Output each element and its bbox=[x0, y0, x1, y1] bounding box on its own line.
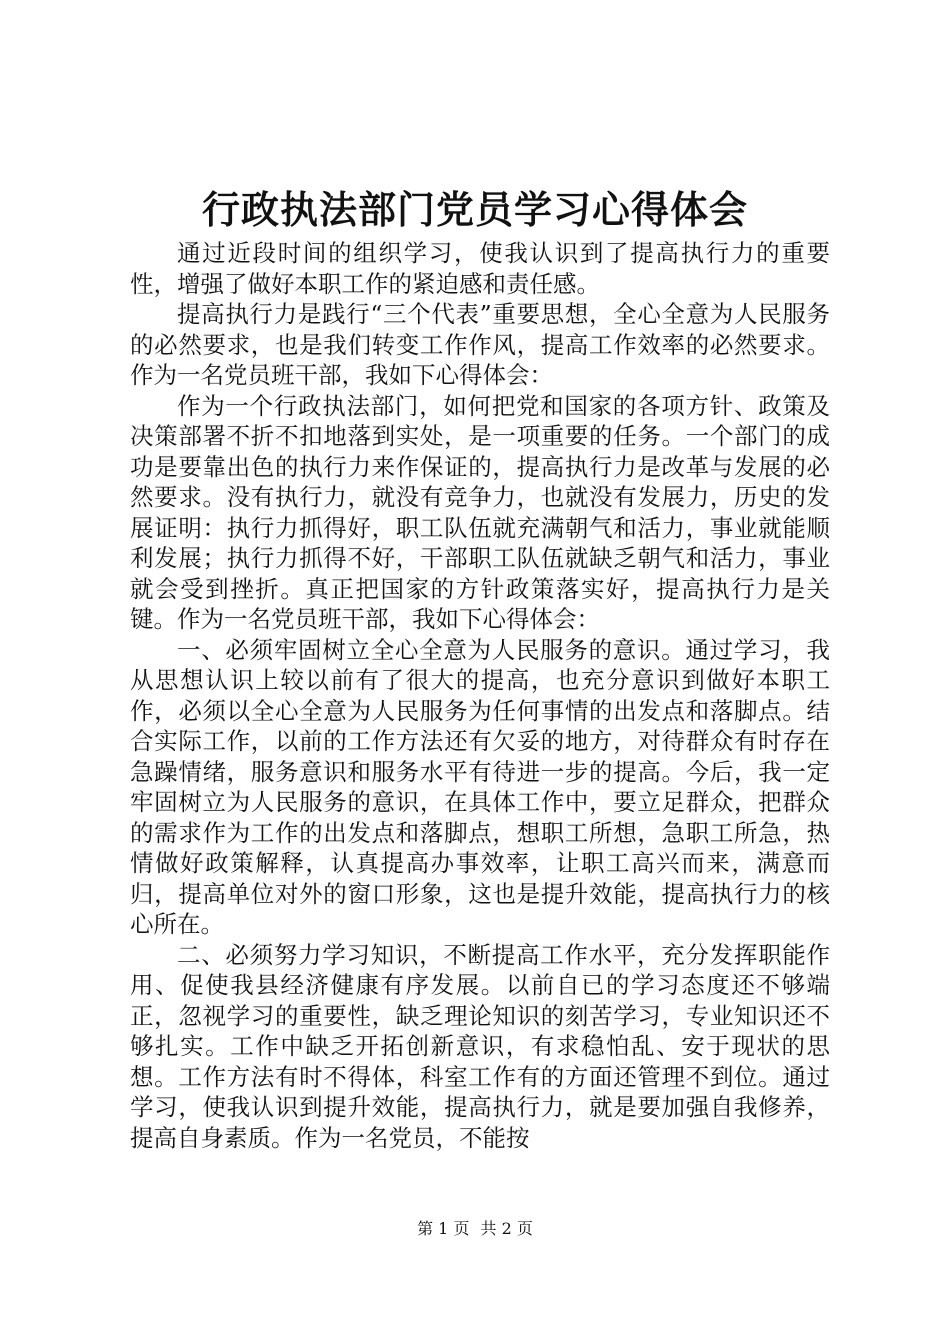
page-number: 第 1 页 bbox=[417, 1219, 470, 1238]
paragraph-3: 作为一个行政执法部门，如何把党和国家的各项方针、政策及决策部署不折不扣地落到实处，是一项重要的任务。一个部门的成功是要靠出色的执行力来作保证的，提高执行力是改革与发展的必然要求。没有执行力，就没有竞争力，也就没有发展力，历史的发展证明：执行力抓得好，职工队伍就充满朝气和活力，事业就能顺利发展；执行力抓得不好，干部职工队伍就缺乏朝气和活力，事业就会受到挫折。真正把国家的方针政策落实好，提高执行力是关键。作为一名党员班干部，我如下心得体会： bbox=[130, 391, 830, 633]
paragraph-1: 通过近段时间的组织学习，使我认识到了提高执行力的重要性，增强了做好本职工作的紧迫感和责任感。 bbox=[130, 239, 830, 298]
paragraph-4: 一、必须牢固树立全心全意为人民服务的意识。通过学习，我从思想认识上较以前有了很大的提高，也充分意识到做好本职工作，必须以全心全意为人民服务为任何事情的出发点和落脚点。结合实际工作，以前的工作方法还有欠妥的地方，对待群众有时存在急躁情绪，服务意识和服务水平有待进一步的提高。今后，我一定牢固树立为人民服务的意识，在具体工作中，要立足群众，把群众的需求作为工作的出发点和落脚点，想职工所想，急职工所急，热情做好政策解释，认真提高办事效率，让职工高兴而来，满意而归，提高单位对外的窗口形象，这也是提升效能，提高执行力的核心所在。 bbox=[130, 635, 830, 938]
paragraph-5: 二、必须努力学习知识，不断提高工作水平，充分发挥职能作用、促使我县经济健康有序发展。以前自已的学习态度还不够端正，忽视学习的重要性，缺乏理论知识的刻苦学习，专业知识还不够扎实。工作中缺乏开拓创新意识，有求稳怕乱、安于现状的思想。工作方法有时不得体，科室工作有的方面还管理不到位。通过学习，使我认识到提升效能，提高执行力，就是要加强自我修养，提高自身素质。作为一名党员，不能按 bbox=[130, 940, 830, 1152]
document-body bbox=[130, 238, 830, 1153]
page-footer bbox=[0, 1218, 950, 1240]
document-title: 行政执法部门党员学习心得体会 bbox=[201, 187, 748, 232]
page-total: 共 2 页 bbox=[480, 1219, 533, 1238]
paragraph-2: 提高执行力是践行“三个代表”重要思想，全心全意为人民服务的必然要求，也是我们转变工作作风，提高工作效率的必然要求。作为一名党员班干部，我如下心得体会： bbox=[130, 300, 830, 389]
